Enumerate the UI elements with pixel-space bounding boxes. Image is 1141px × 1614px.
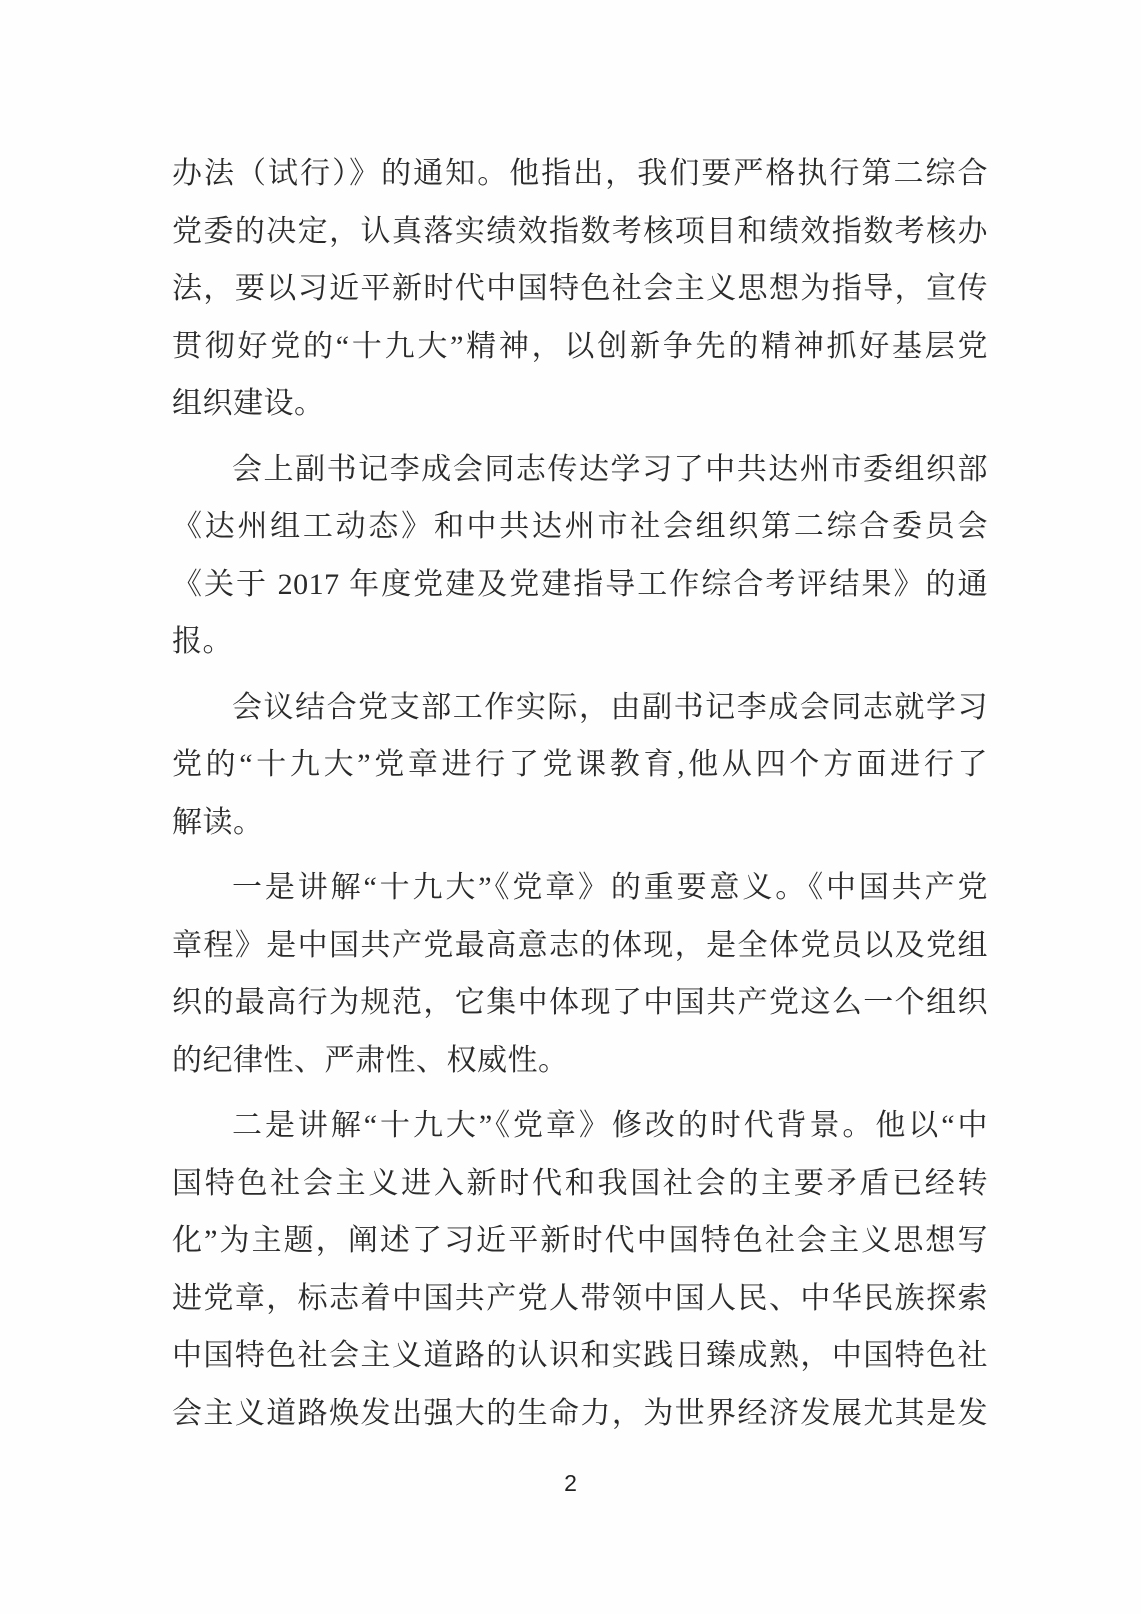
text-line: 报。 [172, 625, 233, 658]
text-line: 办法（试行）》的通知。他指出，我们要严格执行第二综合 [172, 157, 988, 190]
text-line: 二是讲解“十九大”《党章》修改的时代背景。他以“中 [232, 1109, 988, 1142]
page-number: 2 [564, 1470, 577, 1496]
text-line: 章程》是中国共产党最高意志的体现，是全体党员以及党组 [172, 928, 988, 962]
text-line: 化”为主题，阐述了习近平新时代中国特色社会主义思想写 [172, 1224, 988, 1257]
text-line: 组织建设。 [172, 387, 325, 420]
text-line: 进党章，标志着中国共产党人带领中国人民、中华民族探索 [172, 1281, 988, 1315]
text-line: 国特色社会主义进入新时代和我国社会的主要矛盾已经转 [172, 1166, 988, 1200]
text-line: 《关于 2017 年度党建及党建指导工作综合考评结果》的通 [172, 567, 988, 601]
text-line: 的纪律性、严肃性、权威性。 [172, 1043, 569, 1077]
text-line: 会主义道路焕发出强大的生命力，为世界经济发展尤其是发 [172, 1396, 988, 1430]
text-line: 党委的决定，认真落实绩效指数考核项目和绩效指数考核办 [172, 214, 988, 248]
text-line: 一是讲解“十九大”《党章》的重要意义。《中国共产党 [232, 871, 988, 904]
document-text [172, 145, 988, 1442]
text-line: 《达州组工动态》和中共达州市社会组织第二综合委员会 [172, 510, 988, 543]
text-line: 织的最高行为规范，它集中体现了中国共产党这么一个组织 [172, 986, 988, 1019]
text-line: 法，要以习近平新时代中国特色社会主义思想为指导，宣传 [172, 272, 988, 305]
text-line: 贯彻好党的“十九大”精神，以创新争先的精神抓好基层党 [172, 329, 988, 363]
text-line: 中国特色社会主义道路的认识和实践日臻成熟，中国特色社 [172, 1339, 988, 1372]
text-line: 会议结合党支部工作实际，由副书记李成会同志就学习 [232, 690, 988, 724]
text-line: 解读。 [172, 805, 264, 839]
text-line: 会上副书记李成会同志传达学习了中共达州市委组织部 [232, 452, 988, 486]
text-line: 党的“十九大”党章进行了党课教育,他从四个方面进行了 [172, 748, 988, 781]
